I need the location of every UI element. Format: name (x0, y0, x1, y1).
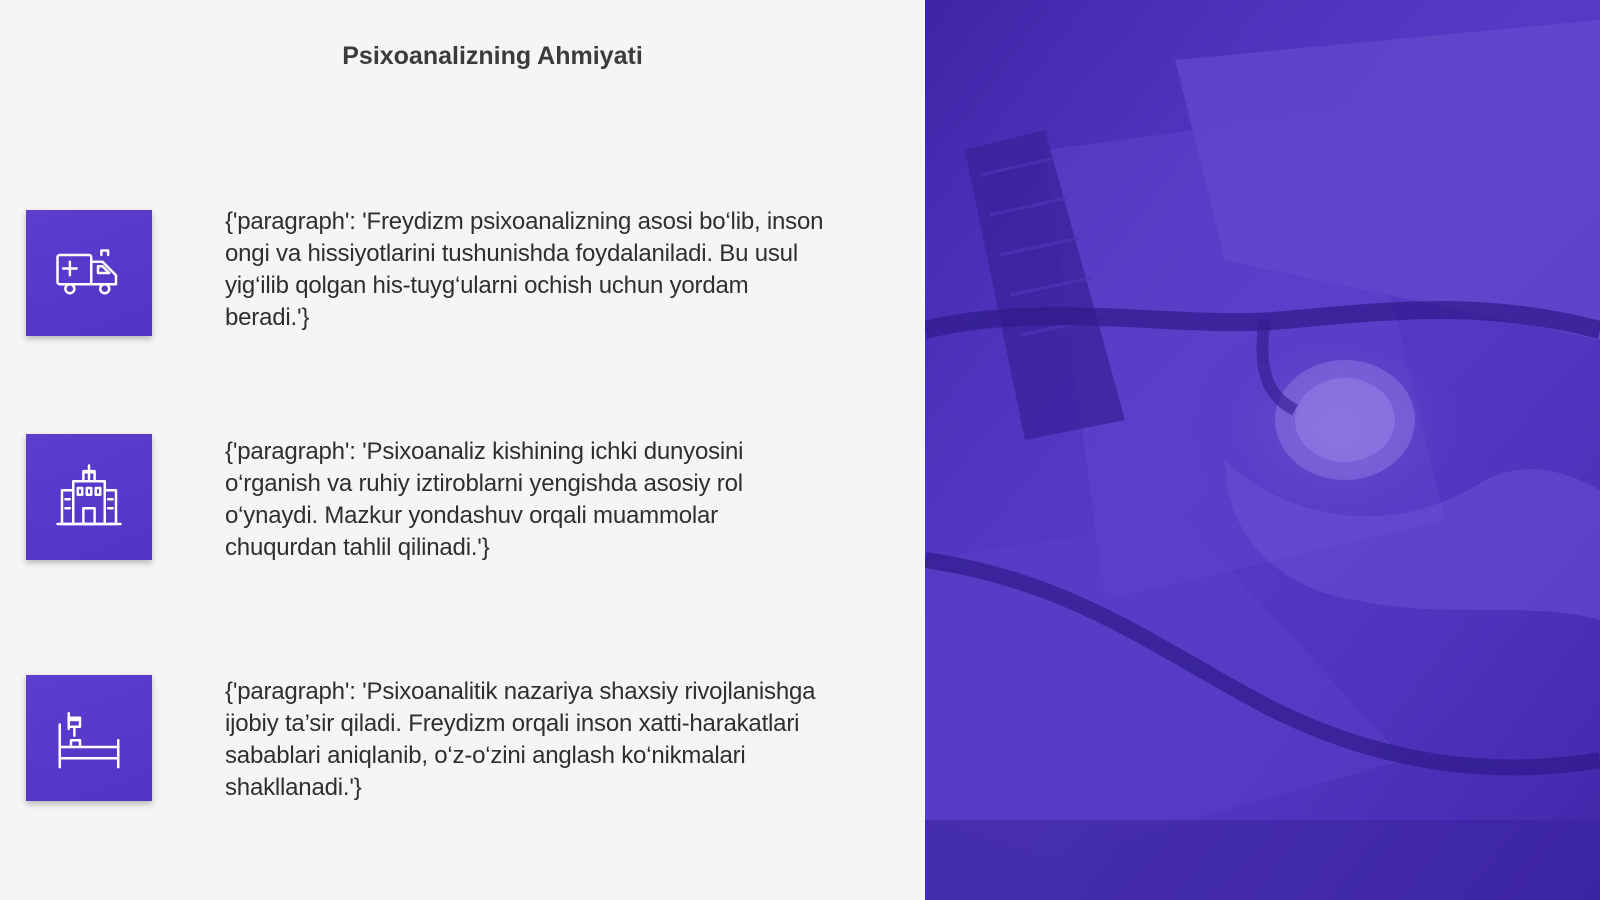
item-paragraph-1: {'paragraph': 'Freydizm psixoanalizning asosi bo‘lib, inson ongi va hissiyotlarini tushunishda foydalaniladi. Bu usul yig‘ilib qolgan his-tuyg‘ularni ochish uchun yordam beradi.'} (225, 208, 824, 331)
ambulance-icon-tile (26, 210, 152, 336)
hospital-bed-icon (53, 702, 125, 774)
item-paragraph-3: {'paragraph': 'Psixoanalitik nazariya shaxsiy rivojlanishga ijobiy ta’sir qiladi. Freydizm orqali inson xatti-harakatlari sabablari aniqlanib, o‘z-o‘zini anglash ko‘nikmalari shakllanadi.'} (225, 678, 816, 801)
hospital-icon-tile (26, 434, 152, 560)
hospital-bed-icon-tile (26, 675, 152, 801)
slide-title: Psixoanalizning Ahmiyati (342, 42, 643, 70)
photo-illustration (925, 0, 1600, 900)
hospital-icon (53, 461, 125, 533)
ambulance-icon (53, 237, 125, 309)
item-paragraph-2: {'paragraph': 'Psixoanaliz kishining ichki dunyosini o‘rganish va ruhiy iztiroblarni yengishda asosiy rol o‘ynaydi. Mazkur yondashuv orqali muammolar chuqurdan tahlil qilinadi.'} (225, 438, 744, 561)
stethoscope-photo (925, 0, 1600, 900)
